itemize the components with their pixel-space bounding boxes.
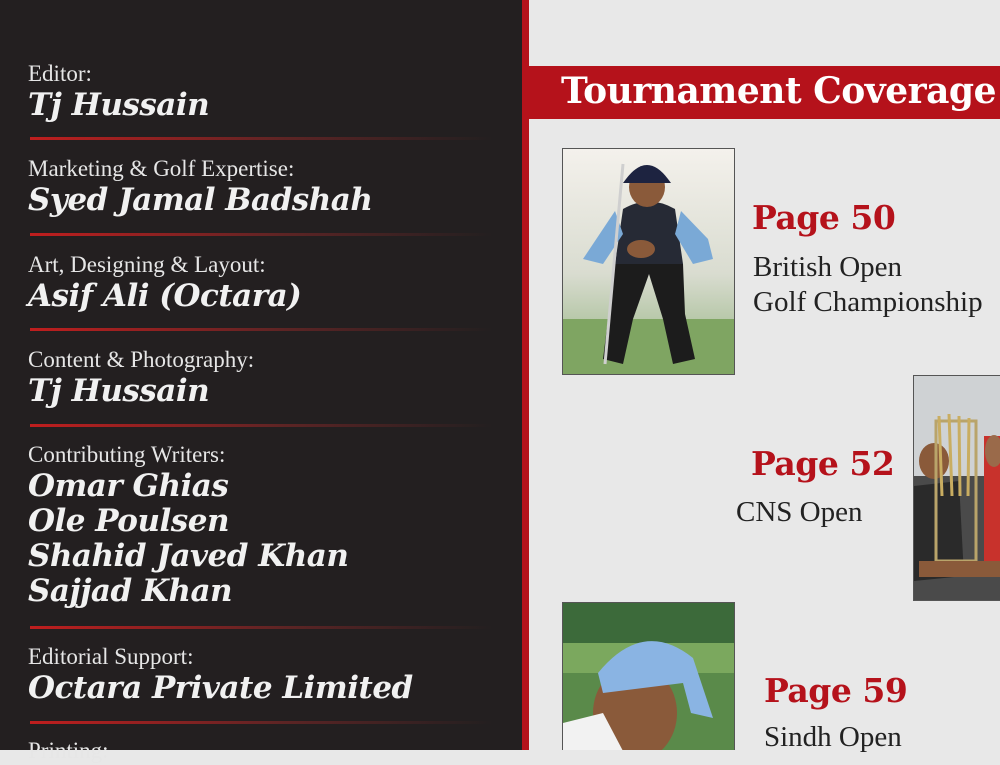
credit-printing (28, 737, 508, 765)
credit-name: Tj Hussain (28, 373, 210, 409)
event-title: British Open (753, 251, 903, 283)
divider-rule (30, 328, 492, 331)
credit-marketing (28, 155, 508, 218)
section-title: Tournament Coverage (561, 70, 996, 112)
credit-name: Omar Ghias (28, 468, 229, 504)
trophy-golfers-photo (913, 375, 1000, 601)
event-title-line2: Golf Championship (753, 286, 983, 318)
credit-writers (28, 441, 508, 609)
credit-role: Content & Photography: (28, 347, 255, 372)
divider-rule (30, 233, 492, 236)
divider-rule (30, 721, 492, 724)
panel-divider (522, 0, 529, 750)
page-number: Page 59 (764, 671, 908, 710)
credit-editor (28, 60, 508, 123)
credit-name: Octara Private Limited (28, 670, 413, 706)
credit-role: Marketing & Golf Expertise: (28, 156, 295, 181)
credit-editorial-support (28, 643, 508, 706)
credit-role: Editorial Support: (28, 644, 194, 669)
credit-role: Contributing Writers: (28, 442, 226, 467)
divider-rule (30, 424, 492, 427)
golfer-cap-photo (562, 602, 735, 750)
credit-name: Tj Hussain (28, 87, 210, 123)
credit-name: Sajjad Khan (28, 573, 233, 609)
credit-role: Editor: (28, 61, 92, 86)
golfer-crouching-photo (562, 148, 735, 375)
credit-name: Ole Poulsen (28, 503, 229, 539)
credit-name: Shahid Javed Khan (28, 538, 349, 574)
credit-name: Asif Ali (Octara) (28, 278, 302, 314)
divider-rule (30, 626, 492, 629)
event-title: Sindh Open (764, 721, 902, 753)
credit-art (28, 251, 508, 314)
credit-role: Art, Designing & Layout: (28, 252, 266, 277)
page-number: Page 50 (752, 198, 896, 237)
credit-role: Printing: (28, 738, 109, 763)
event-title: CNS Open (736, 496, 863, 528)
section-banner (529, 66, 1000, 119)
page-number: Page 52 (751, 444, 895, 483)
credit-name: Syed Jamal Badshah (28, 182, 373, 218)
divider-rule (30, 137, 492, 140)
credit-content (28, 346, 508, 409)
